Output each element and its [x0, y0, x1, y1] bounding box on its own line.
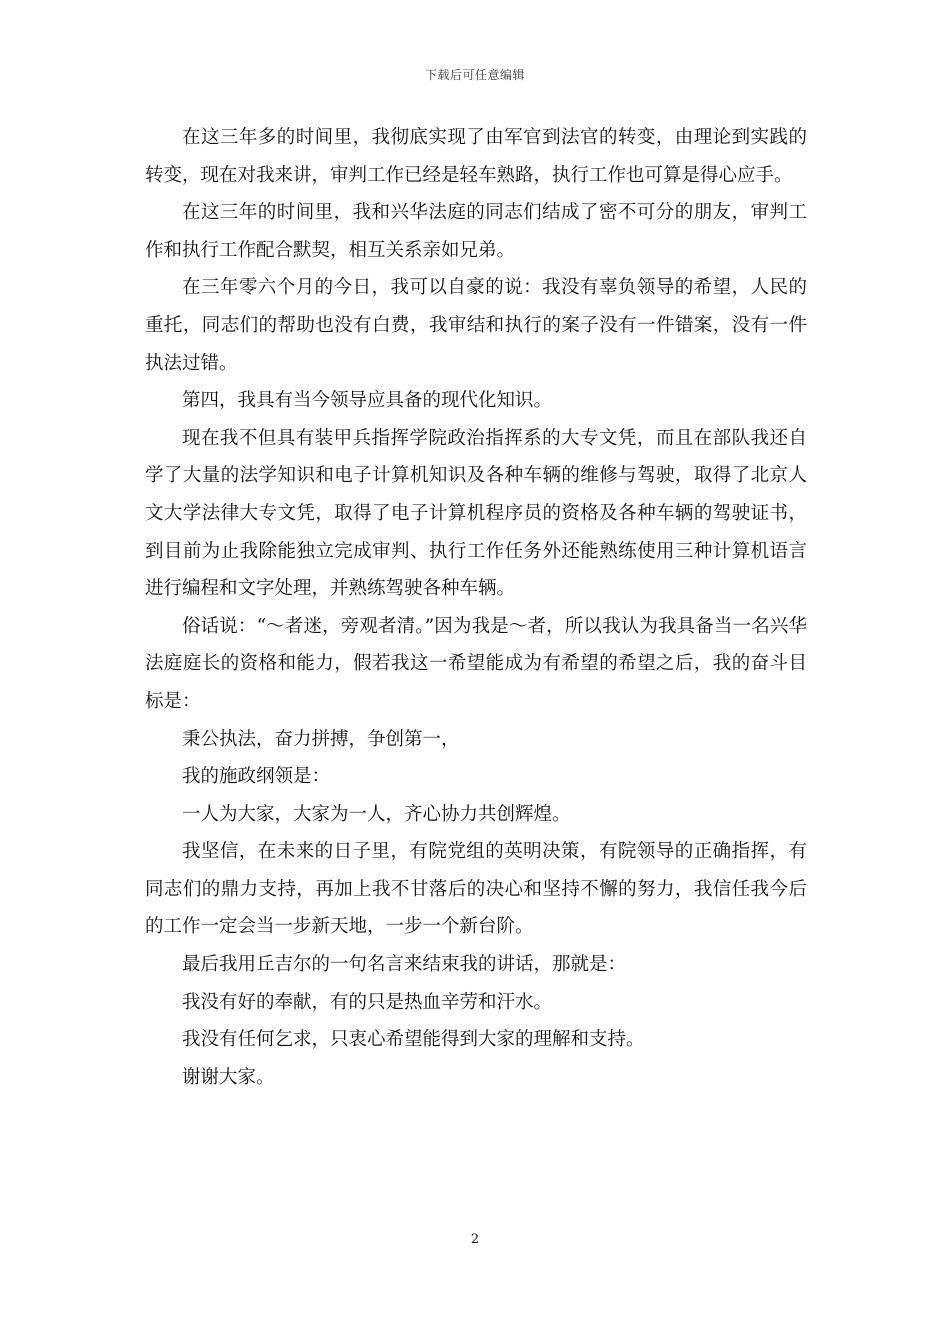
paragraph-14: 谢谢大家。 — [182, 1066, 275, 1088]
paragraph-5: 现在我不但具有装甲兵指挥学院政治指挥系的大专文凭，而且在部队我还自学了大量的法学知识和电子计算机知识及各种车辆的维修与驾驶，取得了北京人文大学法律大专文凭，取得了电子计算机程序员的资格及各种车辆的驾驶证书，到目前为止我除能独立完成审判、执行工作任务外还能熟练使用三种计算机语言进行编程和文字处理，并熟练驾驶各种车辆。 — [145, 427, 807, 600]
document-body — [145, 119, 807, 1096]
paragraph-13: 我没有任何乞求，只衷心希望能得到大家的理解和支持。 — [182, 1029, 645, 1051]
paragraph-12: 我没有好的奉献，有的只是热血辛劳和汗水。 — [182, 991, 553, 1013]
paragraph-3: 在三年零六个月的今日，我可以自豪的说：我没有辜负领导的希望，人民的重托，同志们的帮助也没有白费，我审结和执行的案子没有一件错案，没有一件执法过错。 — [145, 277, 807, 374]
paragraph-8: 我的施政纲领是： — [182, 766, 331, 788]
paragraph-4: 第四，我具有当今领导应具备的现代化知识。 — [182, 390, 553, 412]
paragraph-11: 最后我用丘吉尔的一句名言来结束我的讲话，那就是： — [182, 954, 627, 976]
paragraph-6: 俗话说：“～者迷，旁观者清。”因为我是～者，所以我认为我具备当一名兴华法庭庭长的资格和能力，假若我这一希望能成为有希望的希望之后，我的奋斗目标是： — [145, 615, 807, 712]
paragraph-10: 我坚信，在未来的日子里，有院党组的英明决策，有院领导的正确指挥，有同志们的鼎力支持，再加上我不甘落后的决心和坚持不懈的努力，我信任我今后的工作一定会当一步新天地，一步一个新台阶。 — [145, 841, 807, 938]
paragraph-9: 一人为大家，大家为一人，齐心协力共创辉煌。 — [182, 803, 571, 825]
paragraph-1: 在这三年多的时间里，我彻底实现了由军官到法官的转变，由理论到实践的转变，现在对我来讲，审判工作已经是轻车熟路，执行工作也可算是得心应手。 — [145, 127, 807, 186]
paragraph-7: 秉公执法，奋力拼搏，争创第一， — [182, 728, 460, 750]
page-number: 2 — [470, 1232, 480, 1247]
page-header: 下载后可任意编辑 — [424, 68, 525, 82]
paragraph-2: 在这三年的时间里，我和兴华法庭的同志们结成了密不可分的朋友，审判工作和执行工作配合默契，相互关系亲如兄弟。 — [145, 202, 807, 261]
